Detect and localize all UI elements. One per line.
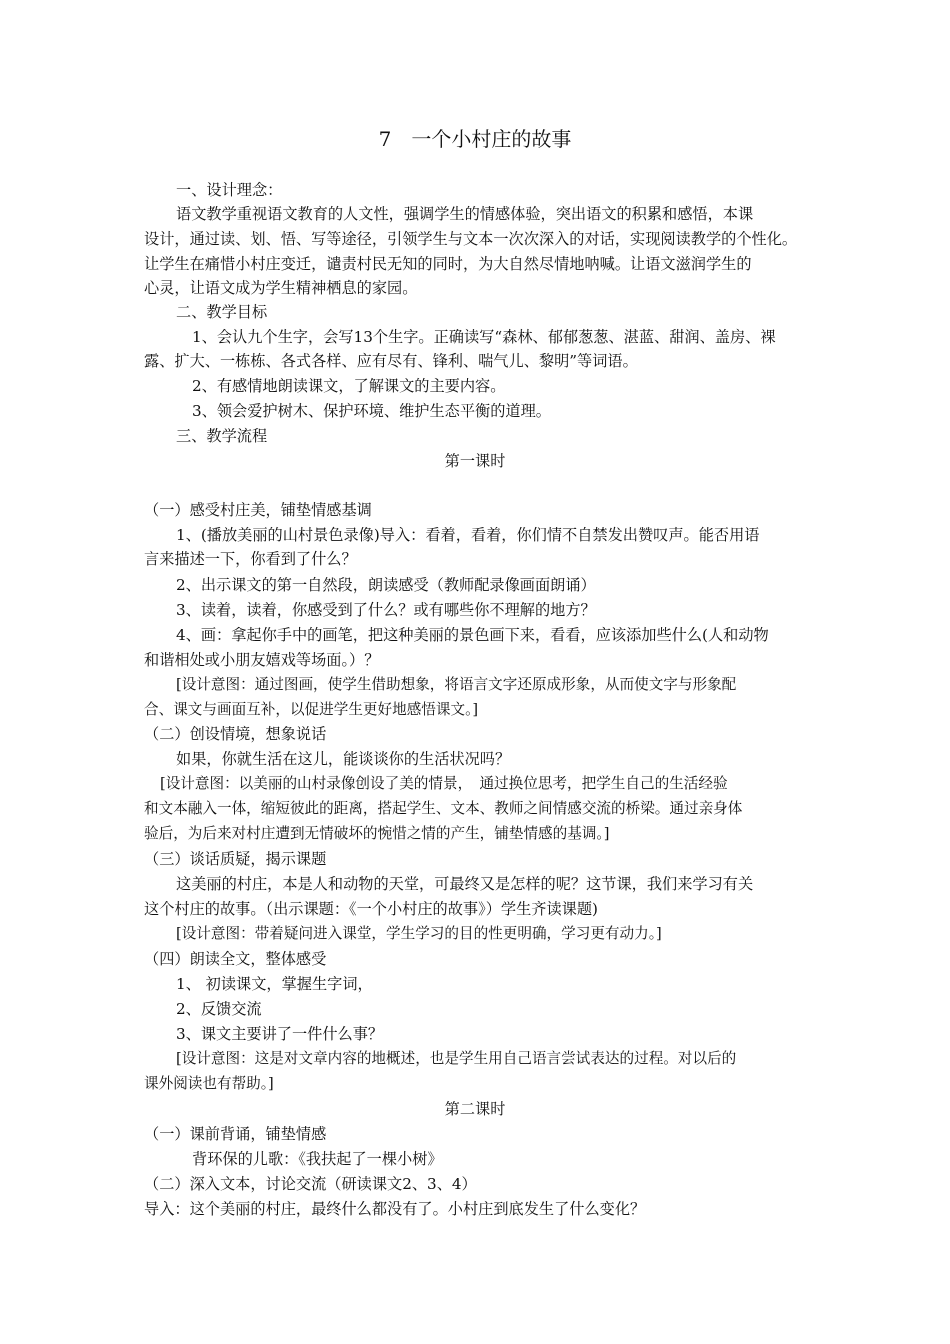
subsection-heading: （二）创设情境，想象说话 — [144, 725, 327, 743]
subsection-heading: （三）谈话质疑，揭示课题 — [144, 850, 327, 868]
paragraph-line: 心灵，让语文成为学生精神栖息的家园。 — [144, 279, 418, 297]
section-heading-teaching-process: 三、教学流程 — [176, 427, 268, 445]
step-item: 这美丽的村庄，本是人和动物的天堂，可最终又是怎样的呢？这节课，我们来学习有关 — [176, 875, 754, 893]
step-item-continued: 这个村庄的故事。（出示课题：《一个小村庄的故事》）学生齐读课题) — [144, 900, 598, 918]
step-item: 4、画：拿起你手中的画笔，把这种美丽的景色画下来，看看，应该添加些什么(人和动物 — [176, 626, 769, 644]
lesson-heading-second: 第二课时 — [444, 1100, 506, 1118]
section-heading-design-concept: 一、设计理念： — [176, 181, 283, 199]
design-intent-note-continued: 和文本融入一体，缩短彼此的距离，搭起学生、文本、教师之间情感交流的桥梁。通过亲身体 — [144, 800, 743, 817]
design-intent-note: [设计意图：通过图画，使学生借助想象，将语言文字还原成形象，从而使文字与形象配 — [176, 676, 737, 693]
section-heading-teaching-goals: 二、教学目标 — [176, 303, 268, 321]
lesson-heading-first: 第一课时 — [444, 452, 506, 470]
subsection-heading: （一）课前背诵，铺垫情感 — [144, 1125, 327, 1143]
step-item: 3、读着，读着，你感受到了什么？或有哪些你不理解的地方？ — [176, 601, 596, 619]
design-intent-note: [设计意图：带着疑问进入课堂，学生学习的目的性更明确，学习更有动力。] — [176, 925, 662, 942]
goal-item-continued: 露、扩大、一栋栋、各式各样、应有尽有、锋利、喘气儿、黎明”等词语。 — [144, 352, 638, 370]
step-item-continued: 言来描述一下，你看到了什么？ — [144, 550, 357, 568]
step-item: 2、反馈交流 — [176, 1000, 262, 1018]
step-item: 1、 初读课文，掌握生字词， — [176, 975, 373, 993]
paragraph-line: 设计，通过读、划、悟、写等途径，引领学生与文本一次次深入的对话，实现阅读教学的个性化。 — [144, 230, 798, 248]
paragraph-line: 语文教学重视语文教育的人文性，强调学生的情感体验，突出语文的积累和感悟，本课 — [176, 205, 754, 223]
goal-item: 2、有感情地朗读课文，了解课文的主要内容。 — [192, 377, 506, 395]
paragraph-line: 让学生在痛惜小村庄变迁，谴责村民无知的同时，为大自然尽情地呐喊。让语文滋润学生的 — [144, 255, 752, 273]
step-item: 2、出示课文的第一自然段，朗读感受（教师配录像画面朗诵） — [176, 576, 596, 594]
design-intent-note-continued: 合、课文与画面互补，以促进学生更好地感悟课文。] — [144, 701, 479, 718]
design-intent-note: [设计意图：以美丽的山村录像创设了美的情景， 通过换位思考，把学生自己的生活经验 — [160, 775, 728, 792]
step-item: 如果，你就生活在这儿，能谈谈你的生活状况吗？ — [176, 750, 511, 768]
step-item-continued: 和谐相处或小朋友嬉戏等场面。）？ — [144, 651, 380, 669]
subsection-heading: （二）深入文本，讨论交流（研读课文2、3、4） — [144, 1175, 477, 1193]
subsection-heading: （四）朗读全文，整体感受 — [144, 950, 327, 968]
subsection-heading: （一）感受村庄美，铺垫情感基调 — [144, 501, 372, 519]
step-item: 1、(播放美丽的山村景色录像)导入：看着，看着，你们情不自禁发出赞叹声。能否用语 — [176, 526, 760, 544]
design-intent-note-continued: 验后，为后来对村庄遭到无情破坏的惋惜之情的产生，铺垫情感的基调。] — [144, 825, 610, 842]
step-item: 背环保的儿歌：《我扶起了一棵小树》 — [192, 1150, 443, 1168]
design-intent-note: [设计意图：这是对文章内容的地概述，也是学生用自己语言尝试表达的过程。对以后的 — [176, 1050, 737, 1067]
goal-item: 1、会认九个生字，会写13个生字。正确读写“森林、郁郁葱葱、湛蓝、甜润、盖房、裸 — [192, 328, 776, 346]
paragraph-line: 导入：这个美丽的村庄，最终什么都没有了。小村庄到底发生了什么变化？ — [144, 1200, 646, 1218]
step-item: 3、课文主要讲了一件什么事？ — [176, 1025, 384, 1043]
document-title: 7 一个小村庄的故事 — [378, 127, 572, 151]
goal-item: 3、领会爱护树木、保护环境、维护生态平衡的道理。 — [192, 402, 551, 420]
design-intent-note-continued: 课外阅读也有帮助。] — [144, 1075, 274, 1092]
